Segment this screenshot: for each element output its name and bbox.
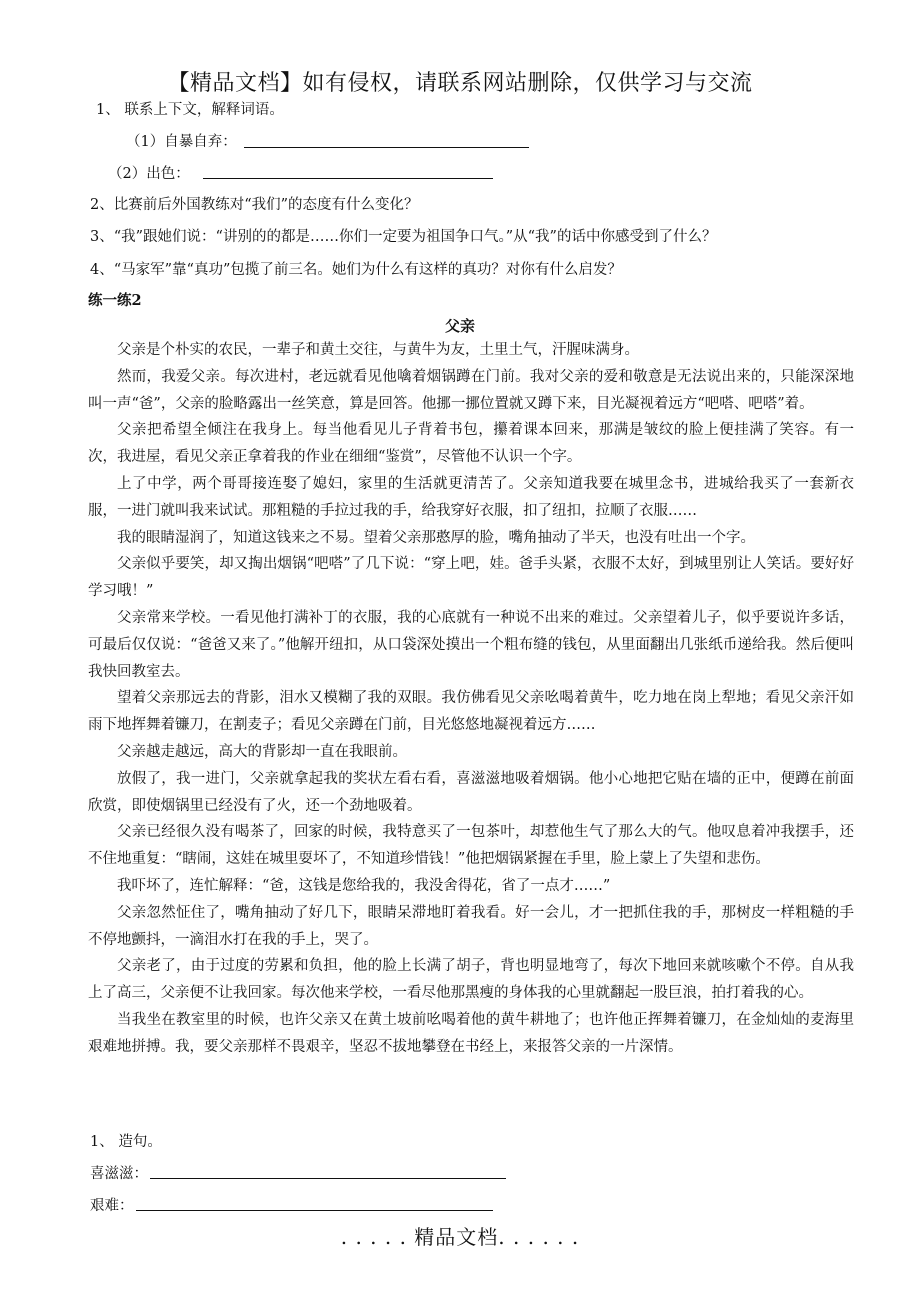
article-body <box>88 337 854 1061</box>
q1-item1-answer-line[interactable] <box>244 147 529 148</box>
paragraph: 父亲忽然怔住了，嘴角抽动了好几下，眼睛呆滞地盯着我看。好一会儿，才一把抓住我的手，那树皮一样粗糙的手不停地颤抖，一滴泪水打在我的手上，哭了。 <box>88 904 854 948</box>
paragraph: 放假了，我一进门，父亲就拿起我的奖状左看右看，喜滋滋地吸着烟锅。他小心地把它贴在墙的正中，便蹲在前面欣赏，即使烟锅里已经没有了火，还一个劲地吸着。 <box>88 770 854 814</box>
paragraph: 父亲是个朴实的农民，一辈子和黄土交往，与黄牛为友，土里土气，汗腥味满身。 <box>117 342 639 358</box>
exercise-word1-label: 喜滋滋： <box>90 1166 148 1182</box>
paragraph: 父亲已经很久没有喝茶了，回家的时候，我特意买了一包茶叶，却惹他生气了那么大的气。他叹息着冲我摆手，还不住地重复：“瞎闹，这娃在城里耍坏了，不知道珍惜钱！”他把烟锅紧握在手里，脸上蒙上了失望和悲伤。 <box>88 824 854 868</box>
paragraph: 当我坐在教室里的时候，也许父亲又在黄土坡前吆喝着他的黄牛耕地了；也许他正挥舞着镰刀，在金灿灿的麦海里艰难地拼搏。我，要父亲那样不畏艰辛，坚忍不拔地攀登在书经上，来报答父亲的一片深情。 <box>88 1011 854 1055</box>
paragraph: 然而，我爱父亲。每次进村，老远就看见他噙着烟锅蹲在门前。我对父亲的爱和敬意是无法说出来的，只能深深地叫一声“爸”，父亲的脸略露出一丝笑意，算是回答。他挪一挪位置就又蹲下来，目光凝视着远方“吧嗒、吧嗒”着。 <box>88 368 854 412</box>
paragraph: 父亲把希望全倾注在我身上。每当他看见儿子背着书包，攥着课本回来，那满是皱纹的脸上便挂满了笑容。有一次，我进屋，看见父亲正拿着我的作业在细细“鉴赏”，尽管他不认识一个字。 <box>88 422 854 466</box>
exercise-prompt: 1、 造句。 <box>90 1134 162 1150</box>
q4-text: 4、“马家军”靠“真功”包揽了前三名。她们为什么有这样的真功？对你有什么启发？ <box>90 262 622 278</box>
exercise-word2-answer-line[interactable] <box>136 1210 493 1211</box>
paragraph: 我的眼睛湿润了，知道这钱来之不易。望着父亲那憨厚的脸，嘴角抽动了半天，也没有吐出一个字。 <box>117 529 755 546</box>
q2-text: 2、比赛前后外国教练对“我们”的态度有什么变化？ <box>90 197 419 213</box>
exercise-word1-answer-line[interactable] <box>150 1178 506 1179</box>
q1-prompt: 1、 联系上下文，解释词语。 <box>96 102 284 118</box>
document-header: 【精品文档】如有侵权，请联系网站删除，仅供学习与交流 <box>167 71 753 96</box>
article-title: 父亲 <box>444 317 475 335</box>
practice-heading: 练一练2 <box>88 292 142 309</box>
q1-item1-label: （1）自暴自弃： <box>126 134 237 150</box>
paragraph: 父亲老了，由于过度的劳累和负担，他的脸上长满了胡子，背也明显地弯了，每次下地回来就咳嗽个不停。自从我上了高三，父亲便不让我回家。每次他来学校，一看尽他那黑瘦的身体我的心里就翻起一股巨浪，拍打着我的心。 <box>88 958 854 1002</box>
paragraph: 望着父亲那远去的背影，泪水又模糊了我的双眼。我仿佛看见父亲吆喝着黄牛，吃力地在岗上犁地；看见父亲汗如雨下地挥舞着镰刀，在割麦子；看见父亲蹲在门前，目光悠悠地凝视着远方…… <box>88 690 854 734</box>
q3-text: 3、“我”跟她们说：“讲别的的都是……你们一定要为祖国争口气。”从“我”的话中你感受到了什么？ <box>90 229 717 245</box>
document-footer: . . . . . 精品文档. . . . . . <box>340 1225 580 1249</box>
paragraph: 父亲常来学校。一看见他打满补丁的衣服，我的心底就有一种说不出来的难过。父亲望着儿子，似乎要说许多话，可最后仅仅说：“爸爸又来了。”他解开纽扣，从口袋深处摸出一个粗布缝的钱包，从里面翻出几张纸币递给我。然后便叫我快回教室去。 <box>88 609 854 680</box>
paragraph: 父亲越走越远，高大的背影却一直在我眼前。 <box>117 743 407 760</box>
paragraph: 上了中学，两个哥哥接连娶了媳妇，家里的生活就更清苦了。父亲知道我要在城里念书，进城给我买了一套新衣服，一进门就叫我来试试。那粗糙的手拉过我的手，给我穿好衣服，扣了纽扣，拉顺了衣服…… <box>88 475 854 519</box>
q1-item2-answer-line[interactable] <box>203 178 493 179</box>
q1-item2-label: （2）出色： <box>108 166 190 182</box>
exercise-word2-label: 艰难： <box>90 1198 134 1214</box>
paragraph: 我吓坏了，连忙解释：“爸，这钱是您给我的，我没舍得花，省了一点才……” <box>117 877 611 894</box>
paragraph: 父亲似乎要笑，却又掏出烟锅“吧嗒”了几下说：“穿上吧，娃。爸手头紧，衣服不太好，到城里别让人笑话。要好好学习哦！” <box>88 556 854 600</box>
